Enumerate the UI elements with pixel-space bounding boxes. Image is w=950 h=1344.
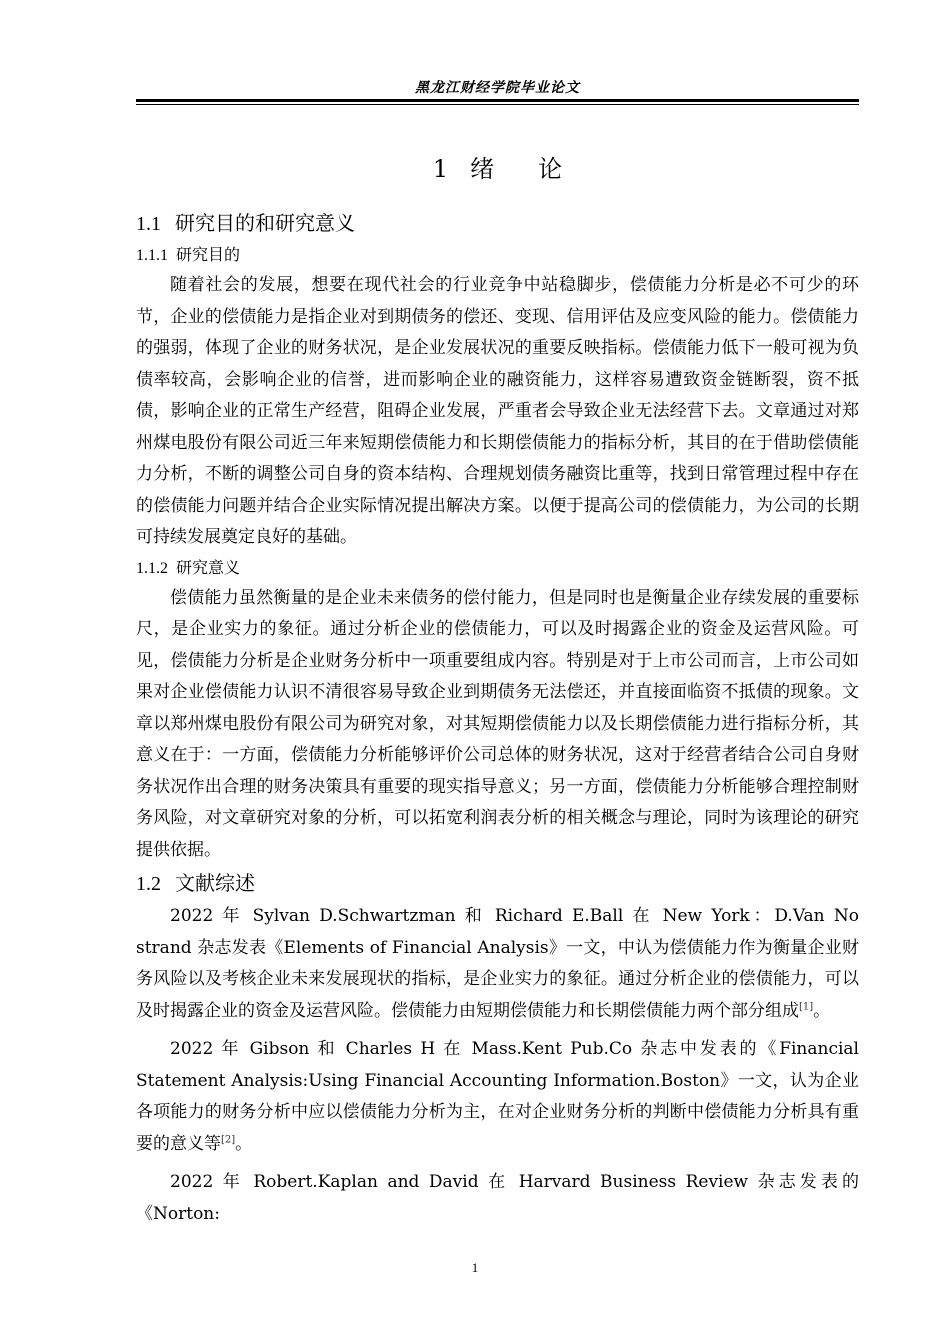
section-number: 1.1.2: [136, 559, 168, 577]
section-heading-1-1: [136, 206, 859, 241]
chapter-title: [136, 152, 859, 186]
paragraph-literature-2: [136, 1034, 859, 1160]
paragraph-literature-3: 2022 年 Robert.Kaplan and David 在 Harvard Business Review 杂志发表的《Norton:: [136, 1172, 859, 1224]
chapter-number: 1: [432, 155, 449, 183]
paragraph-research-significance: 偿债能力虽然衡量的是企业未来债务的偿付能力，但是同时也是衡量企业存续发展的重要标尺，是企业实力的象征。通过分析企业的偿债能力，可以及时揭露企业的资金及运营风险。可见，偿债能力分析是企业财务分析中一项重要组成内容。特别是对于上市公司而言，上市公司如果对企业偿债能力认识不清很容易导致企业到期债务无法偿还，并直接面临资不抵债的现象。文章以郑州煤电股份有限公司为研究对象，对其短期偿债能力以及长期偿债能力进行指标分析，其意义在于：一方面，偿债能力分析能够评价公司总体的财务状况，这对于经营者结合公司自身财务状况作出合理的财务决策具有重要的现实指导意义；另一方面，偿债能力分析能够合理控制财务风险，对文章研究对象的分析，可以拓宽利润表分析的相关概念与理论，同时为该理论的研究提供依据。: [136, 587, 859, 860]
sentence-end: 。: [813, 1000, 831, 1021]
chapter-title-char-2: 论: [538, 155, 563, 183]
section-title: 研究意义: [176, 557, 241, 577]
section-title: 研究目的和研究意义: [175, 211, 355, 235]
section-heading-1-2: [136, 866, 859, 901]
paragraph-literature-1: [136, 901, 859, 1027]
header-rule-thick: [136, 99, 859, 102]
literature-text: 2022 年 Gibson 和 Charles H 在 Mass.Kent Pub.Co 杂志中发表的《Financial Statement Analysis:Using Financial Accounting Information.Boston》一文，认为企业各项能力的财务分析中应以偿债能力分析为主，在对企业财务分析的判断中偿债能力分析具有重要的意义等: [136, 1039, 859, 1154]
citation-marker: [1]: [799, 1000, 814, 1012]
section-number: 1.1.1: [136, 247, 168, 264]
header-rule-thin: [136, 104, 859, 105]
sentence-end: 。: [235, 1133, 253, 1154]
citation-marker: [2]: [221, 1133, 236, 1145]
document-body: [136, 206, 859, 1230]
section-number: 1.1: [136, 213, 161, 235]
section-title: 文献综述: [175, 871, 255, 895]
section-heading-1-1-2: [136, 554, 859, 583]
running-header: 黑龙江财经学院毕业论文: [415, 80, 580, 96]
literature-text: 2022 年 Sylvan D.Schwartzman 和 Richard E.Ball 在 New York：D.Van No strand 杂志发表《Elements of Financial Analysis》一文，中认为偿债能力作为衡量企业财务风险以及考核企业未来发展现状的指标，是企业实力的象征。通过分析企业的偿债能力，可以及时揭露企业的资金及运营风险。偿债能力由短期偿债能力和长期偿债能力两个部分组成: [136, 906, 859, 1021]
section-number: 1.2: [136, 873, 161, 895]
paragraph-research-purpose: 随着社会的发展，想要在现代社会的行业竞争中站稳脚步，偿债能力分析是必不可少的环节，企业的偿债能力是指企业对到期债务的偿还、变现、信用评估及应变风险的能力。偿债能力的强弱，体现了企业的财务状况，是企业发展状况的重要反映指标。偿债能力低下一般可视为负债率较高，会影响企业的信誉，进而影响企业的融资能力，这样容易遭致资金链断裂，资不抵债，影响企业的正常生产经营，阻碍企业发展，严重者会导致企业无法经营下去。文章通过对郑州煤电股份有限公司近三年来短期偿债能力和长期偿债能力的指标分析，其目的在于借助偿债能力分析，不断的调整公司自身的资本结构、合理规划债务融资比重等，找到日常管理过程中存在的偿债能力问题并结合企业实际情况提出解决方案。以便于提高公司的偿债能力，为公司的长期可持续发展奠定良好的基础。: [136, 275, 859, 547]
section-title: 研究目的: [176, 245, 241, 264]
page-number: 1: [471, 1260, 479, 1275]
chapter-title-char-1: 绪: [470, 155, 495, 183]
section-heading-1-1-1: [136, 241, 859, 270]
